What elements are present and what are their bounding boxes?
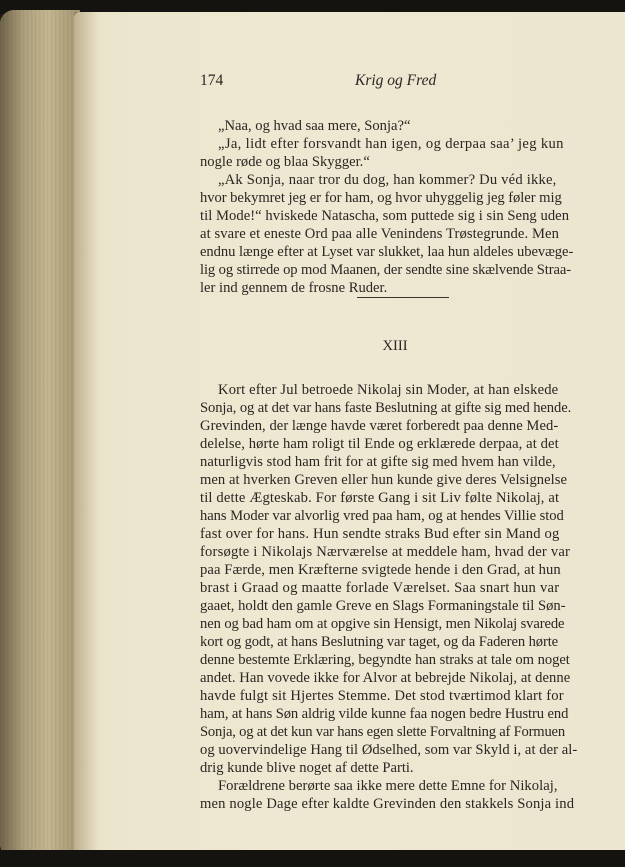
text-line: kort og godt, at hans Beslutning var taget, og da Faderen hørte (200, 634, 559, 650)
text-line: nogle røde og blaa Skygger.“ (200, 154, 370, 170)
text-line: denne bestemte Erklæring, begyndte han straks at tale om noget (200, 652, 570, 668)
text-line: endnu længe efter at Lyset var slukket, laa hun aldeles ubevæge- (200, 244, 574, 260)
section-divider (357, 297, 449, 298)
chapter-heading: XIII (382, 338, 408, 354)
text-line: Forældrene berørte saa ikke mere dette Emne for Nikolaj, (218, 778, 558, 794)
text-line: Kort efter Jul betroede Nikolaj sin Moder, at han elskede (218, 382, 559, 398)
text-line: naturligvis stod ham frit for at gifte sig med hvem han vilde, (200, 454, 556, 470)
text-line: delelse, hørte ham roligt til Ende og erklærede derpaa, at det (200, 436, 559, 452)
text-line: hans Moder var alvorlig vred paa ham, og at hendes Villie stod (200, 508, 564, 524)
page-number: 174 (200, 72, 224, 89)
text-line: brast i Graad og maatte forlade Værelset. Saa snart hun var (200, 580, 560, 596)
text-line: men nogle Dage efter kaldte Grevinden den stakkels Sonja ind (200, 796, 575, 812)
text-line: at svare et eneste Ord paa alle Venindens Trøstegrunde. Men (200, 226, 560, 242)
text-line: til dette Ægteskab. For første Gang i sit Liv følte Nikolaj, at (200, 490, 560, 506)
text-line: ler ind gennem de frosne Ruder. (200, 280, 388, 296)
text-line: Sonja, og at det kun var hans egen slette Forvaltning af Formuen (200, 724, 565, 740)
text-line: „Ja, lidt efter forsvandt han igen, og derpaa saa’ jeg kun (218, 136, 564, 152)
text-line: havde fulgt sit Hjertes Stemme. Det stod tværtimod klart for (200, 688, 564, 704)
text-line: „Ak Sonja, naar tror du dog, han kommer? Du véd ikke, (218, 172, 557, 188)
text-line: fast over for hans. Hun sendte straks Bud efter sin Mand og (200, 526, 560, 542)
text-line: Sonja, og at det var hans faste Beslutning at gifte sig med hende. (200, 400, 572, 416)
text-line: paa Færde, men Kræfterne svigtede hende i den Grad, at hun (200, 562, 561, 578)
text-line: nen og bad ham om at opgive sin Hensigt, men Nikolaj svarede (200, 616, 565, 632)
text-line: lig og stirrede op mod Maanen, der sendte sine skælvende Straa- (200, 262, 572, 278)
text-line: „Naa, og hvad saa mere, Sonja?“ (218, 118, 411, 134)
text-line: hvor bekymret jeg er for ham, og hvor uhyggelig jeg føler mig (200, 190, 562, 206)
scan-border-bottom (0, 850, 625, 867)
text-line: men at hverken Greven eller hun kunde give deres Velsignelse (200, 472, 568, 488)
running-head (200, 72, 590, 94)
text-line: gaaet, holdt den gamle Greve en Slags Formaningstale til Søn- (200, 598, 566, 614)
text-line: ham, at hans Søn aldrig vilde kunne faa nogen bedre Hustru end (200, 706, 569, 722)
page-gutter-shadow (74, 12, 98, 854)
text-line: andet. Han vovede ikke for Alvor at bebrejde Nikolaj, at denne (200, 670, 571, 686)
text-line: drig kunde blive noget af dette Parti. (200, 760, 414, 776)
text-line: forsøgte i Nikolajs Nærværelse at meddele ham, hvad der var (200, 544, 571, 560)
text-line: til Mode!“ hviskede Natascha, som puttede sig i sin Seng uden (200, 208, 570, 224)
text-line: og uovervindelige Hang til Ødselhed, som var Skyld i, at der al- (200, 742, 578, 758)
page-edges-shadow (0, 10, 80, 858)
text-line: Grevinden, der længe havde været forberedt paa denne Med- (200, 418, 559, 434)
book-title: Krig og Fred (355, 72, 437, 89)
